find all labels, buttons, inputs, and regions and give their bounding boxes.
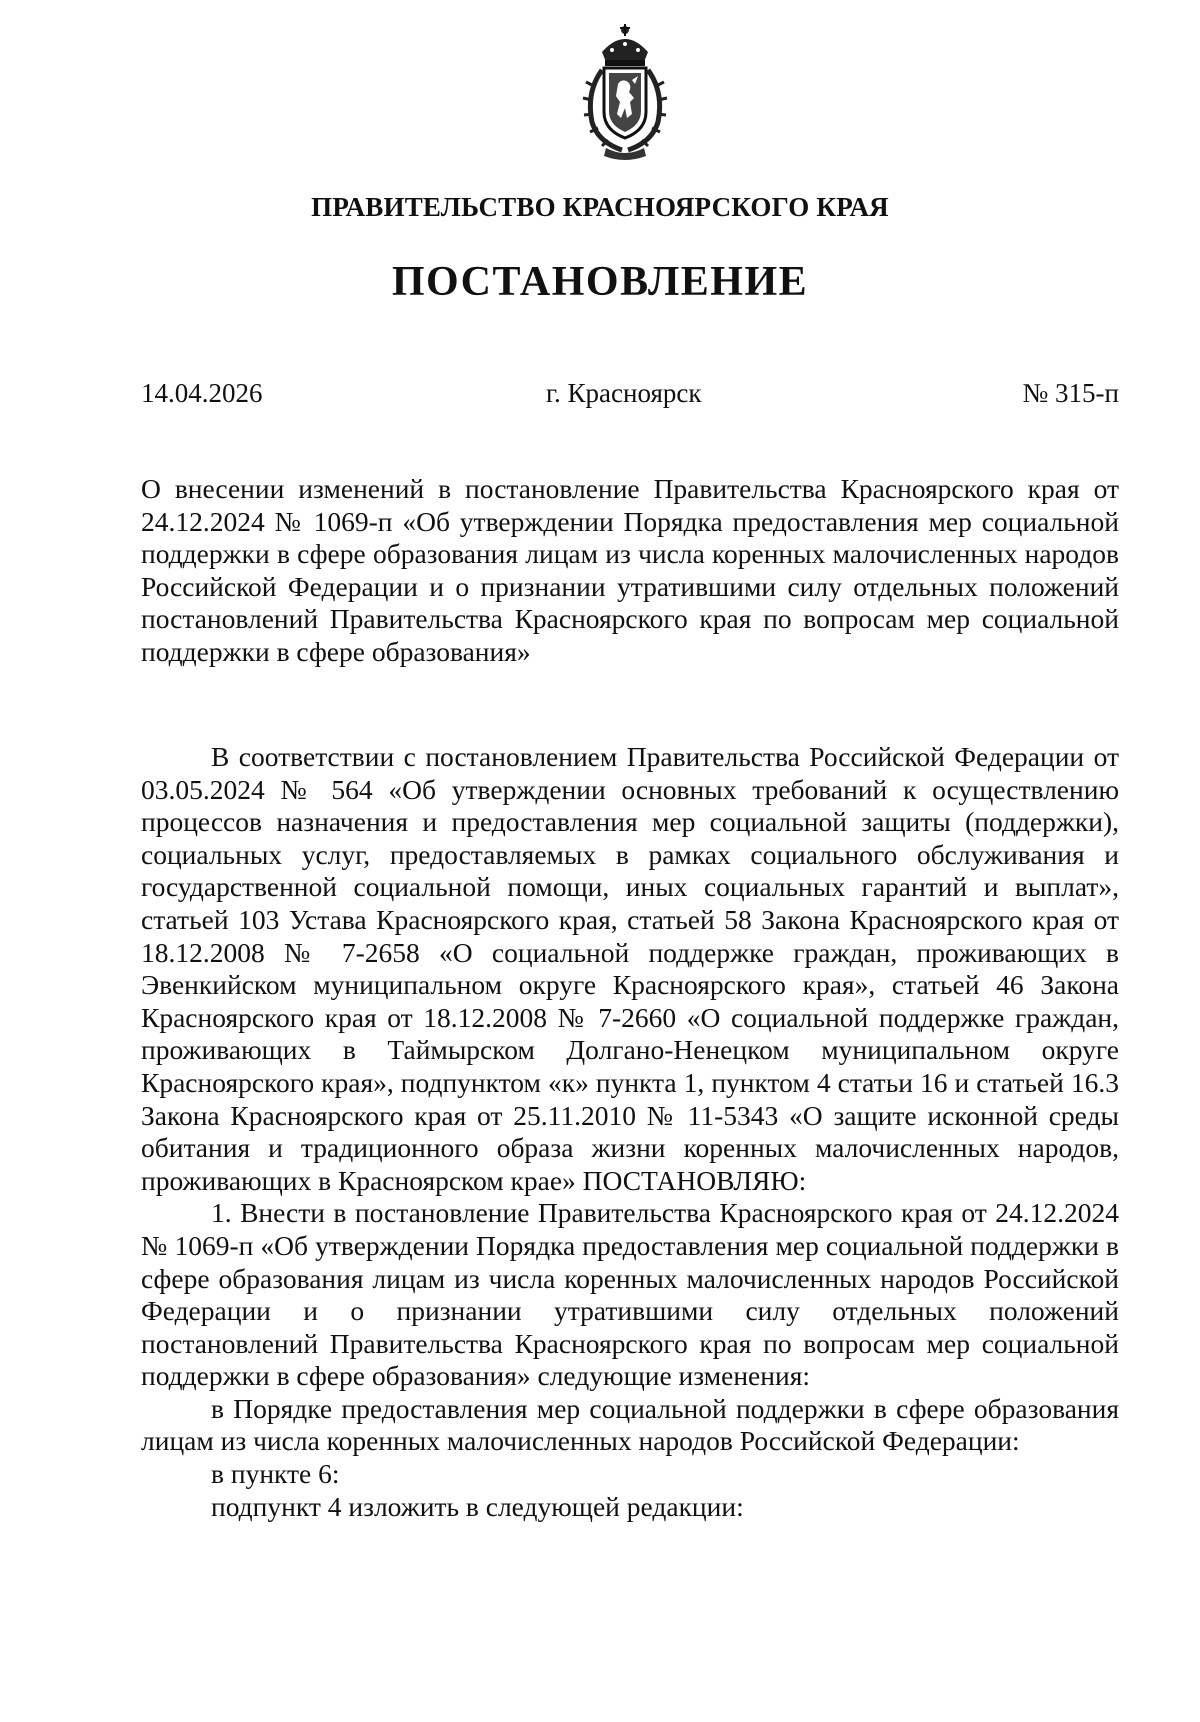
document-body: [141, 741, 1119, 1523]
document-date: 14.04.2026: [141, 378, 263, 408]
order-paragraph: в Порядке предоставления мер социальной поддержки в сфере образования лицам из числа коренных малочисленных народов Российской Федерации:: [141, 1392, 1119, 1457]
document-city: г. Красноярск: [546, 378, 702, 408]
document-number: № 315-п: [1022, 378, 1119, 408]
document-subject: О внесении изменений в постановление Правительства Красноярского края от 24.12.2024 № 1069-п «Об утверждении Порядка предоставления мер социальной поддержки в сфере образования лицам из числа коренных малочисленных народов Российской Федерации и о признании утратившими силу отдельных положений постановлений Правительства Красноярского края по вопросам мер социальной поддержки в сфере образования»: [141, 473, 1119, 667]
coat-of-arms-icon: [572, 22, 678, 164]
document-meta: [141, 378, 1119, 414]
preamble-paragraph: В соответствии с постановлением Правительства Российской Федерации от 03.05.2024 № 564 «Об утверждении основных требований к осуществлению процессов назначения и предоставления мер социальной защиты (поддержки), социальных услуг, предоставляемых в рамках социального обслуживания и государственной социальной помощи, иных социальных гарантий и выплат», статьей 103 Устава Красноярского края, статьей 58 Закона Красноярского края от 18.12.2008 № 7-2658 «О социальной поддержке граждан, проживающих в Эвенкийском муниципальном округе Красноярского края», статьей 46 Закона Красноярского края от 18.12.2008 № 7-2660 «О социальной поддержке граждан, проживающих в Таймырском Долгано-Ненецком муниципальном округе Красноярского края», подпунктом «к» пункта 1, пунктом 4 статьи 16 и статьей 16.3 Закона Красноярского края от 25.11.2010 № 11-5343 «О защите исконной среды обитания и традиционного образа жизни коренных малочисленных народов, проживающих в Красноярском крае» ПОСТАНОВЛЯЮ:: [141, 741, 1119, 1196]
item-1-paragraph: 1. Внести в постановление Правительства Красноярского края от 24.12.2024 № 1069-п «Об утверждении Порядка предоставления мер социальной поддержки в сфере образования лицам из числа коренных малочисленных народов Российской Федерации и о признании утратившими силу отдельных положений постановлений Правительства Красноярского края по вопросам мер социальной поддержки в сфере образования» следующие изменения:: [141, 1197, 1119, 1392]
subpoint-4-paragraph: подпункт 4 изложить в следующей редакции:: [211, 1490, 744, 1522]
point-6-paragraph: в пункте 6:: [211, 1458, 340, 1490]
document-type: ПОСТАНОВЛЕНИЕ: [391, 259, 809, 305]
government-name: ПРАВИТЕЛЬСТВО КРАСНОЯРСКОГО КРАЯ: [311, 192, 889, 222]
